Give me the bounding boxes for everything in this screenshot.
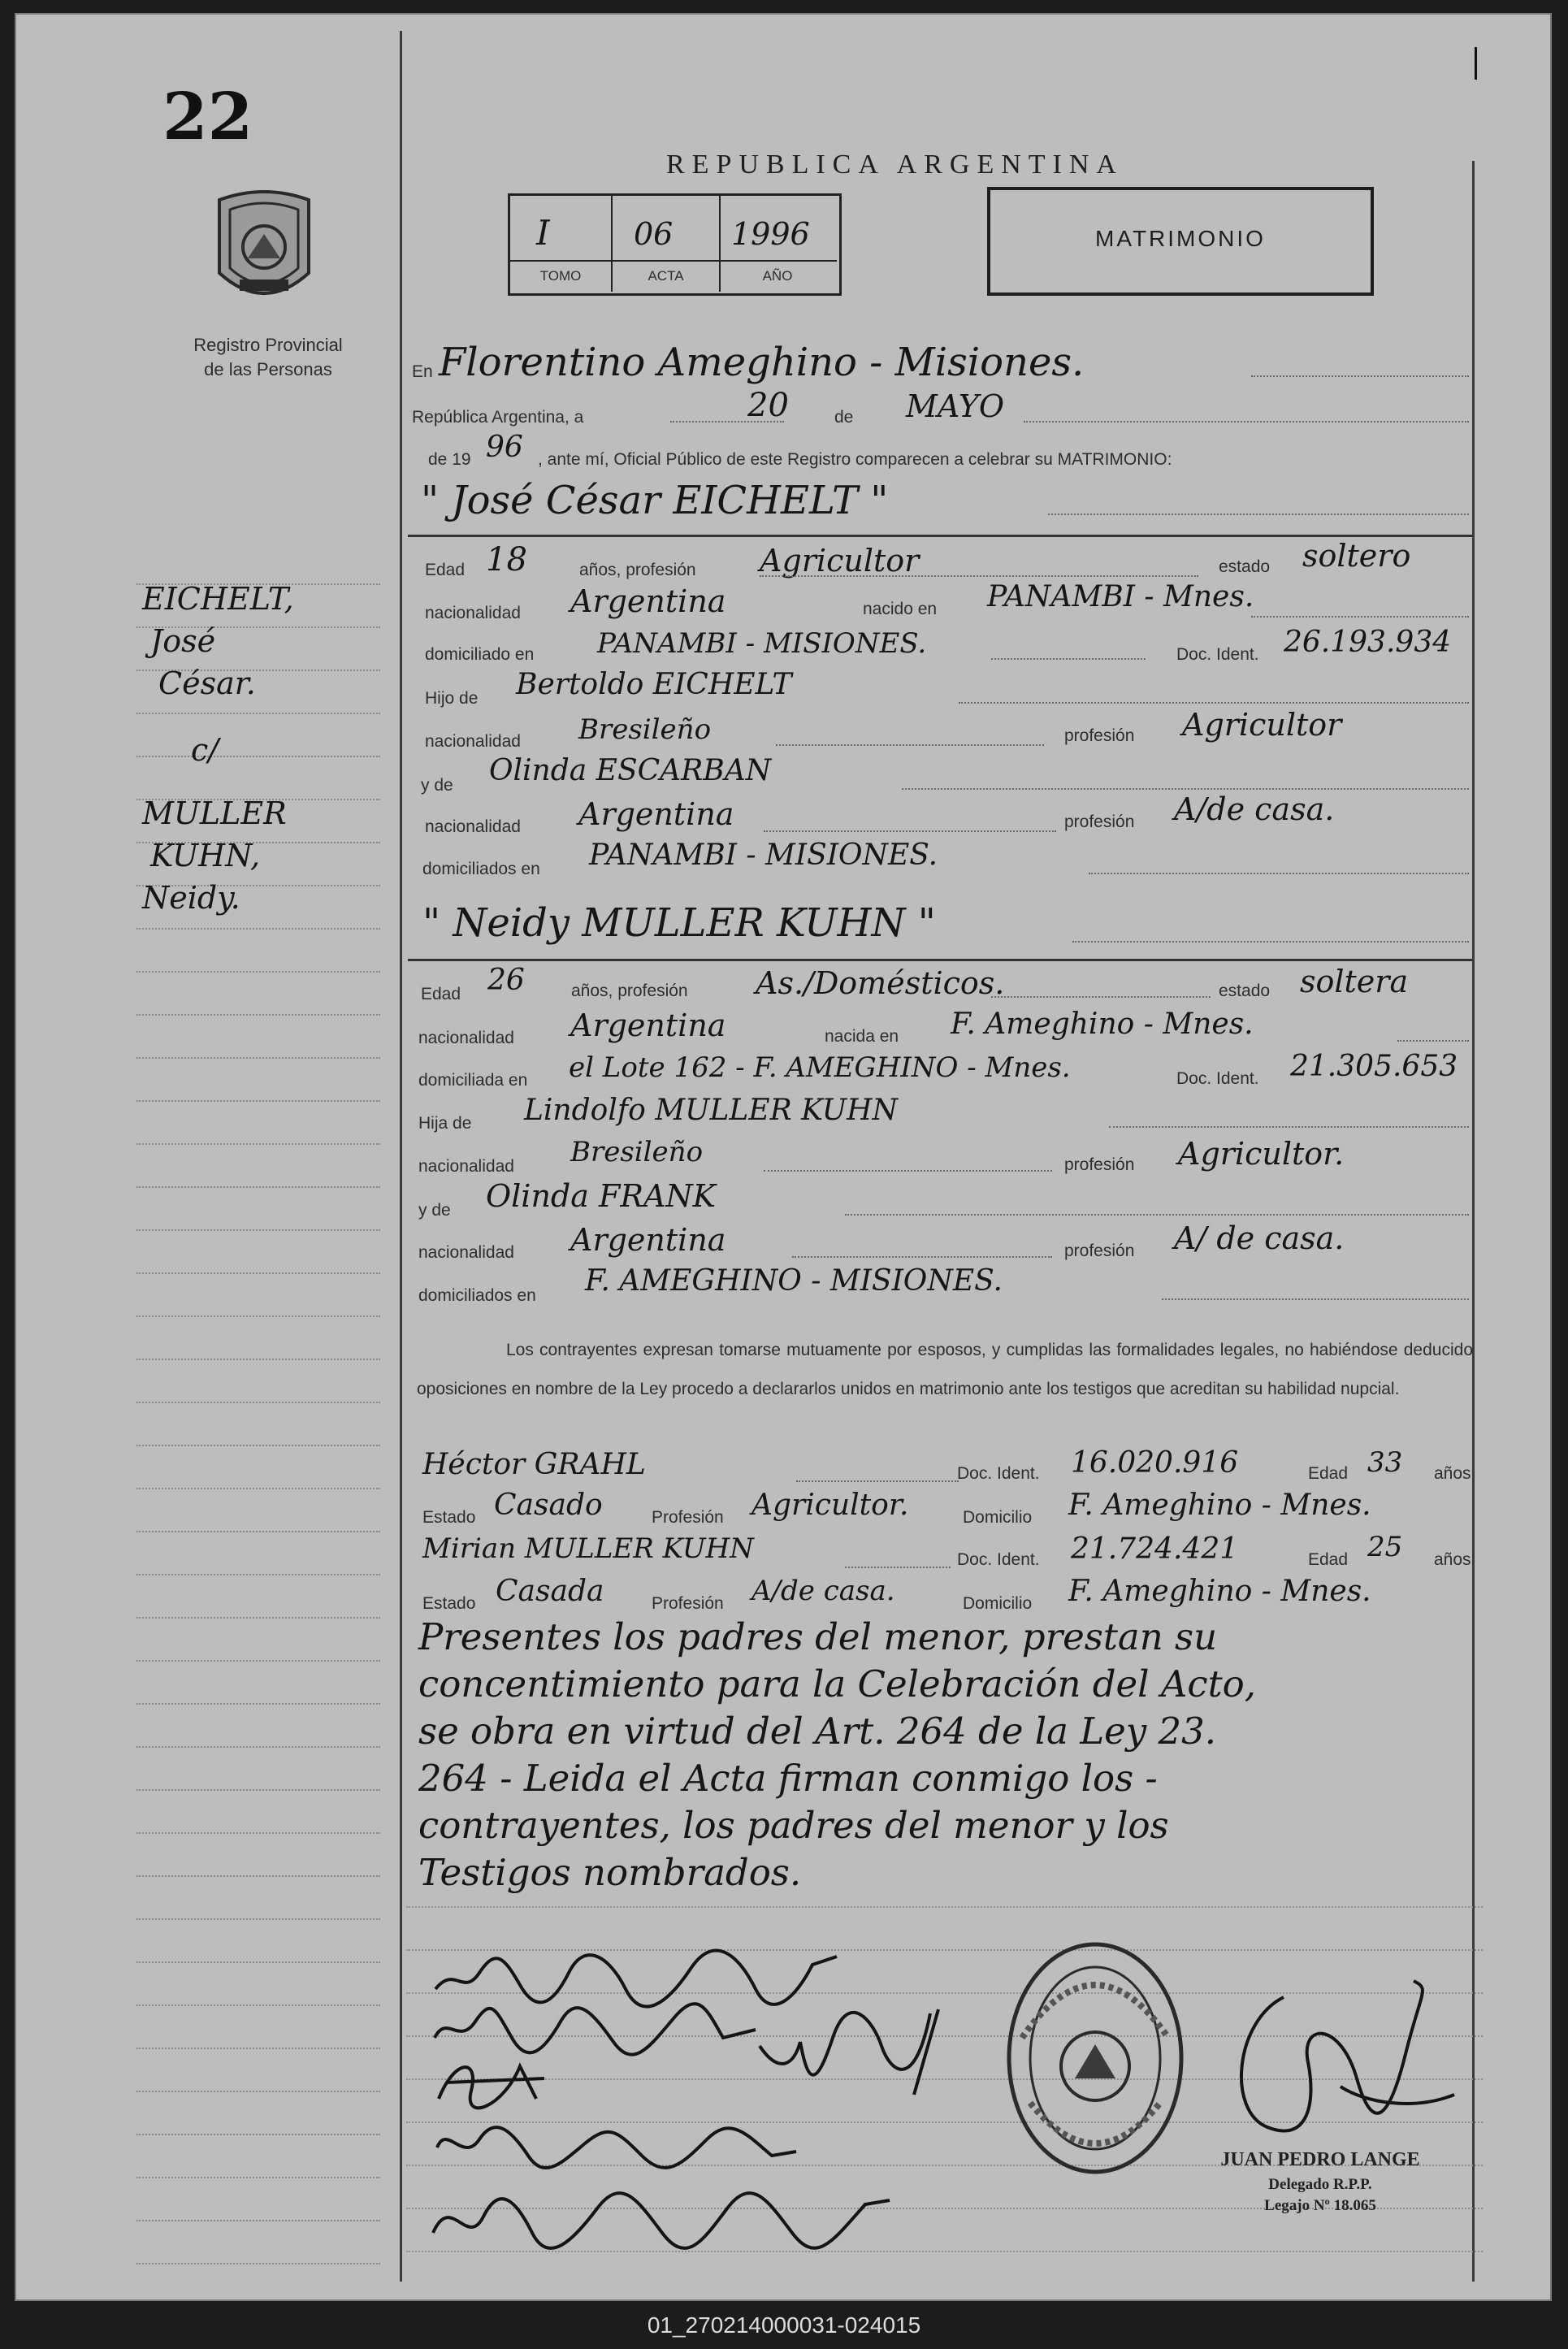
signature-bride-mother <box>427 2184 898 2261</box>
margin-annotation <box>142 578 294 919</box>
witness1-residence: F. Ameghino - Mnes. <box>1068 1489 1371 1522</box>
bride-mother-profession: A/ de casa. <box>1174 1220 1345 1256</box>
groom-parents-residence: PANAMBI - MISIONES. <box>589 839 938 872</box>
registry-name <box>171 333 366 382</box>
document-type-label: MATRIMONIO <box>1095 226 1266 251</box>
acta-value: 06 <box>634 216 674 252</box>
margin-line: KUHN, <box>150 838 261 873</box>
acta-label: ACTA <box>648 268 684 284</box>
tomo-value: I <box>536 213 550 253</box>
handwritten-note <box>418 1614 1256 1896</box>
official-name: JUAN PEDRO LANGE <box>1220 2149 1420 2170</box>
margin-rule-line <box>136 2263 380 2264</box>
margin-line: Neidy. <box>142 880 240 916</box>
place-value: Florentino Ameghino - Misiones. <box>439 340 1085 385</box>
margin-rule-line <box>136 2134 380 2135</box>
label-doc-ident: Doc. Ident. <box>1176 1069 1259 1088</box>
label-anos-profesion: años, profesión <box>571 982 688 1000</box>
label-edad: Edad <box>1308 1464 1349 1483</box>
registry-logo <box>207 184 321 314</box>
groom-father-profession: Agricultor <box>1182 707 1342 743</box>
label-hija-de: Hija de <box>418 1114 472 1133</box>
margin-rule-line <box>136 1272 380 1274</box>
margin-rule-line <box>136 1229 380 1231</box>
groom-father-nationality: Bresileño <box>578 713 712 746</box>
groom-father: Bertoldo EICHELT <box>516 668 792 701</box>
label-domiciliados: domiciliados en <box>422 860 540 878</box>
registry-name-line-2: de las Personas <box>204 359 332 379</box>
margin-rule-line <box>136 2091 380 2092</box>
official-role: Delegado R.P.P. <box>1268 2176 1372 2193</box>
label-domiciliados: domiciliados en <box>418 1286 536 1305</box>
groom-doc: 26.193.934 <box>1284 626 1452 659</box>
year-suffix-value: 96 <box>486 431 523 464</box>
label-domicilio: Domicilio <box>963 1508 1033 1527</box>
anio-label: AÑO <box>762 268 793 284</box>
declaration-body: Los contrayentes expresan tomarse mutuamente por esposos, y cumplidas las formalidades legales, no habiéndose deducido oposiciones en nombre de la Ley procedo a declararlos unidos en matrimonio ante los testigos que acreditan su habilidad nupcial. <box>417 1341 1473 1398</box>
witness2-profession: A/de casa. <box>752 1575 895 1607</box>
label-edad: Edad <box>421 985 461 1003</box>
witness2-age: 25 <box>1367 1531 1403 1563</box>
label-profesion: profesión <box>1064 1155 1135 1174</box>
label-nacionalidad: nacionalidad <box>425 732 521 751</box>
label-y-de: y de <box>418 1201 451 1220</box>
country-title: REPUBLICA ARGENTINA <box>666 150 1124 180</box>
margin-line: MULLER <box>142 795 287 831</box>
label-nacionalidad: nacionalidad <box>418 1157 514 1176</box>
bride-name: " Neidy MULLER KUHN " <box>422 900 936 946</box>
witness2-status: Casada <box>496 1575 604 1608</box>
groom-residence: PANAMBI - MISIONES. <box>597 627 927 660</box>
margin-rule-line <box>136 1143 380 1145</box>
label-nacido-en: nacido en <box>863 600 938 618</box>
groom-mother-nationality: Argentina <box>578 796 734 832</box>
bride-age: 26 <box>487 964 525 997</box>
label-anos: años <box>1434 1464 1471 1483</box>
witness2-name: Mirian MULLER KUHN <box>422 1532 754 1565</box>
margin-rule-line <box>136 2048 380 2049</box>
label-hijo-de: Hijo de <box>425 689 479 708</box>
label-de-1: de <box>834 408 854 427</box>
witness1-doc: 16.020.916 <box>1071 1446 1239 1480</box>
official-stamp <box>1006 1940 1185 2176</box>
groom-mother: Olinda ESCARBAN <box>489 754 772 787</box>
margin-line: José <box>150 623 216 659</box>
label-doc-ident: Doc. Ident. <box>957 1464 1040 1483</box>
bride-father-profession: Agricultor. <box>1178 1136 1345 1172</box>
label-profesion: Profesión <box>652 1508 724 1527</box>
witness1-age: 33 <box>1367 1446 1403 1479</box>
label-profesion: Profesión <box>652 1594 724 1613</box>
margin-rule-line <box>136 1918 380 1920</box>
groom-profession: Agricultor <box>760 543 920 579</box>
groom-nationality: Argentina <box>570 583 726 619</box>
note-line: Presentes los padres del menor, prestan su <box>418 1615 1218 1658</box>
margin-rule-line <box>136 1832 380 1834</box>
margin-rule-line <box>136 1789 380 1791</box>
label-anos: años <box>1434 1550 1471 1569</box>
bride-profession: As./Domésticos. <box>756 965 1005 1001</box>
label-republica: República Argentina, a <box>412 408 584 427</box>
left-margin-rule <box>400 31 402 2282</box>
label-nacionalidad: nacionalidad <box>425 817 521 836</box>
bride-nationality: Argentina <box>570 1008 726 1043</box>
label-y-de: y de <box>421 776 453 795</box>
signature-groom-mother <box>431 2115 804 2184</box>
margin-rule-line <box>136 1574 380 1575</box>
margin-rule-line <box>136 971 380 973</box>
official-legajo: Legajo Nº 18.065 <box>1264 2197 1376 2214</box>
note-line: concentimiento para la Celebración del Acto, <box>418 1662 1257 1705</box>
bride-father: Lindolfo MULLER KUHN <box>524 1094 898 1127</box>
right-margin-rule <box>1472 161 1475 2282</box>
margin-rule-line <box>136 1488 380 1489</box>
margin-rule-line <box>136 1961 380 1963</box>
margin-rule-line <box>136 1660 380 1662</box>
margin-line: EICHELT, <box>142 581 294 617</box>
margin-rule-line <box>136 1186 380 1188</box>
label-estado: Estado <box>422 1508 476 1527</box>
day-value: 20 <box>747 387 789 424</box>
label-estado: estado <box>1219 557 1271 576</box>
margin-rule-line <box>136 1746 380 1748</box>
label-en: En <box>412 362 433 381</box>
bride-mother-nationality: Argentina <box>570 1222 726 1258</box>
margin-rule-line <box>136 1445 380 1446</box>
bride-doc: 21.305.653 <box>1290 1050 1458 1083</box>
bride-status: soltera <box>1300 964 1409 999</box>
label-doc-ident: Doc. Ident. <box>1176 645 1259 664</box>
margin-rule-line <box>136 1100 380 1102</box>
note-line: 264 - Leida el Acta firman conmigo los - <box>418 1757 1158 1800</box>
margin-rule-line <box>136 1617 380 1619</box>
bride-mother: Olinda FRANK <box>486 1178 717 1214</box>
margin-rule-line <box>136 1531 380 1532</box>
label-edad: Edad <box>1308 1550 1349 1569</box>
note-line: Testigos nombrados. <box>418 1851 802 1894</box>
bride-residence: el Lote 162 - F. AMEGHINO - Mnes. <box>569 1051 1071 1084</box>
margin-rule-line <box>136 1875 380 1877</box>
witness1-status: Casado <box>494 1489 603 1522</box>
label-doc-ident: Doc. Ident. <box>957 1550 1040 1569</box>
anio-value: 1996 <box>731 216 810 252</box>
label-estado: Estado <box>422 1594 476 1613</box>
label-nacida-en: nacida en <box>825 1027 899 1046</box>
official-name-stamp <box>1194 2149 1446 2215</box>
margin-rule-line <box>136 1014 380 1016</box>
label-nacionalidad: nacionalidad <box>425 604 521 622</box>
month-value: MAYO <box>906 388 1005 424</box>
signature-official <box>1219 1973 1462 2164</box>
groom-birthplace: PANAMBI - Mnes. <box>987 580 1254 613</box>
label-nacionalidad: nacionalidad <box>418 1243 514 1262</box>
margin-line: c/ <box>191 732 219 768</box>
label-profesion: profesión <box>1064 726 1135 745</box>
page-number: 22 <box>162 78 253 154</box>
witness2-doc: 21.724.421 <box>1071 1532 1239 1566</box>
label-profesion: profesión <box>1064 813 1135 831</box>
note-line: contrayentes, los padres del menor y los <box>418 1804 1169 1847</box>
declaration-text <box>417 1331 1473 1409</box>
body-rule-line <box>406 1906 1483 1908</box>
groom-name: " José César EICHELT " <box>421 478 889 523</box>
signature-witness <box>752 1997 963 2107</box>
note-line: se obra en virtud del Art. 264 de la Ley 23. <box>418 1710 1217 1753</box>
tomo-label: TOMO <box>539 268 582 284</box>
label-estado: estado <box>1219 982 1271 1000</box>
registry-name-line-1: Registro Provincial <box>193 335 343 355</box>
bride-birthplace: F. Ameghino - Mnes. <box>951 1008 1254 1041</box>
margin-rule-line <box>136 928 380 930</box>
document-page <box>15 13 1552 2301</box>
margin-line: César. <box>158 665 256 701</box>
label-anos-profesion: años, profesión <box>579 561 696 579</box>
signature-father <box>431 2050 561 2119</box>
label-profesion: profesión <box>1064 1242 1135 1260</box>
margin-rule-line <box>136 2177 380 2178</box>
witness1-name: Héctor GRAHL <box>422 1448 646 1481</box>
witness2-residence: F. Ameghino - Mnes. <box>1068 1575 1371 1608</box>
image-filename: 01_270214000031-024015 <box>0 2301 1568 2349</box>
groom-mother-profession: A/de casa. <box>1174 791 1335 827</box>
label-domiciliada: domiciliada en <box>418 1071 528 1090</box>
label-domicilio: Domicilio <box>963 1594 1033 1613</box>
label-opening: , ante mí, Oficial Público de este Registro comparecen a celebrar su MATRIMONIO: <box>538 450 1172 469</box>
margin-rule-line <box>136 1057 380 1059</box>
margin-rule-line <box>136 1703 380 1705</box>
margin-rule-line <box>136 1402 380 1403</box>
bride-parents-residence: F. AMEGHINO - MISIONES. <box>585 1264 1003 1298</box>
label-nacionalidad: nacionalidad <box>418 1029 514 1047</box>
groom-status: soltero <box>1302 538 1411 574</box>
margin-rule-line <box>136 2220 380 2221</box>
margin-rule-line <box>136 1359 380 1360</box>
label-edad: Edad <box>425 561 466 579</box>
label-year-prefix: de 19 <box>428 450 471 469</box>
label-domiciliado: domiciliado en <box>425 645 535 664</box>
margin-rule-line <box>136 1315 380 1317</box>
witness1-profession: Agricultor. <box>752 1489 909 1522</box>
bride-father-nationality: Bresileño <box>570 1136 704 1168</box>
groom-age: 18 <box>486 541 527 579</box>
margin-rule-line <box>136 2004 380 2006</box>
right-edge-mark <box>1475 47 1477 80</box>
